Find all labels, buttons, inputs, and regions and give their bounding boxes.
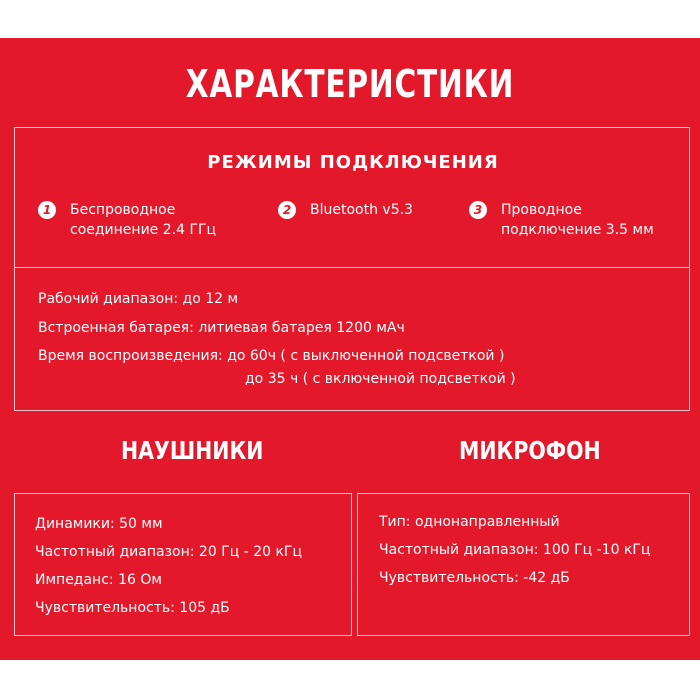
connection-modes-box [14,127,690,268]
number-1-icon: 1 [38,201,56,219]
mode-bluetooth-text: Bluetooth v5.3 [310,202,413,218]
mode-wireless-text: Беспроводное соединение 2.4 ГГц [70,202,217,238]
headphones-specs-box [14,493,352,636]
general-specs-box [14,268,690,411]
number-3-icon: 3 [469,201,487,219]
mode-bluetooth [278,200,413,220]
page-title: ХАРАКТЕРИСТИКИ [185,62,515,106]
headphones-frequency-spec: Частотный диапазон: 20 Гц - 20 кГц [35,544,302,560]
range-spec: Рабочий диапазон: до 12 м [38,291,239,307]
impedance-spec: Импеданс: 16 Ом [35,572,162,588]
mic-sensitivity-spec: Чувствительность: -42 дБ [379,570,570,586]
headphones-heading: НАУШНИКИ [121,436,264,465]
microphone-heading: МИКРОФОН [459,436,601,465]
mode-wireless [38,200,216,240]
headphones-sensitivity-spec: Чувствительность: 105 дБ [35,600,230,616]
microphone-specs-box [357,493,690,636]
mic-frequency-spec: Частотный диапазон: 100 Гц -10 кГц [379,542,651,558]
playtime-spec: Время воспроизведения: до 60ч ( с выключенной подсветкой ) [38,348,505,364]
mic-type-spec: Тип: однонаправленный [379,514,560,530]
playtime-spec-backlight: до 35 ч ( с включенной подсветкой ) [245,371,516,387]
connection-modes-heading: РЕЖИМЫ ПОДКЛЮЧЕНИЯ [207,152,499,173]
battery-spec: Встроенная батарея: литиевая батарея 1200 мАч [38,320,405,336]
speaker-spec: Динамики: 50 мм [35,516,163,532]
mode-wired-text: Проводное подключение 3.5 мм [501,202,654,238]
number-2-icon: 2 [278,201,296,219]
mode-wired [469,200,654,240]
